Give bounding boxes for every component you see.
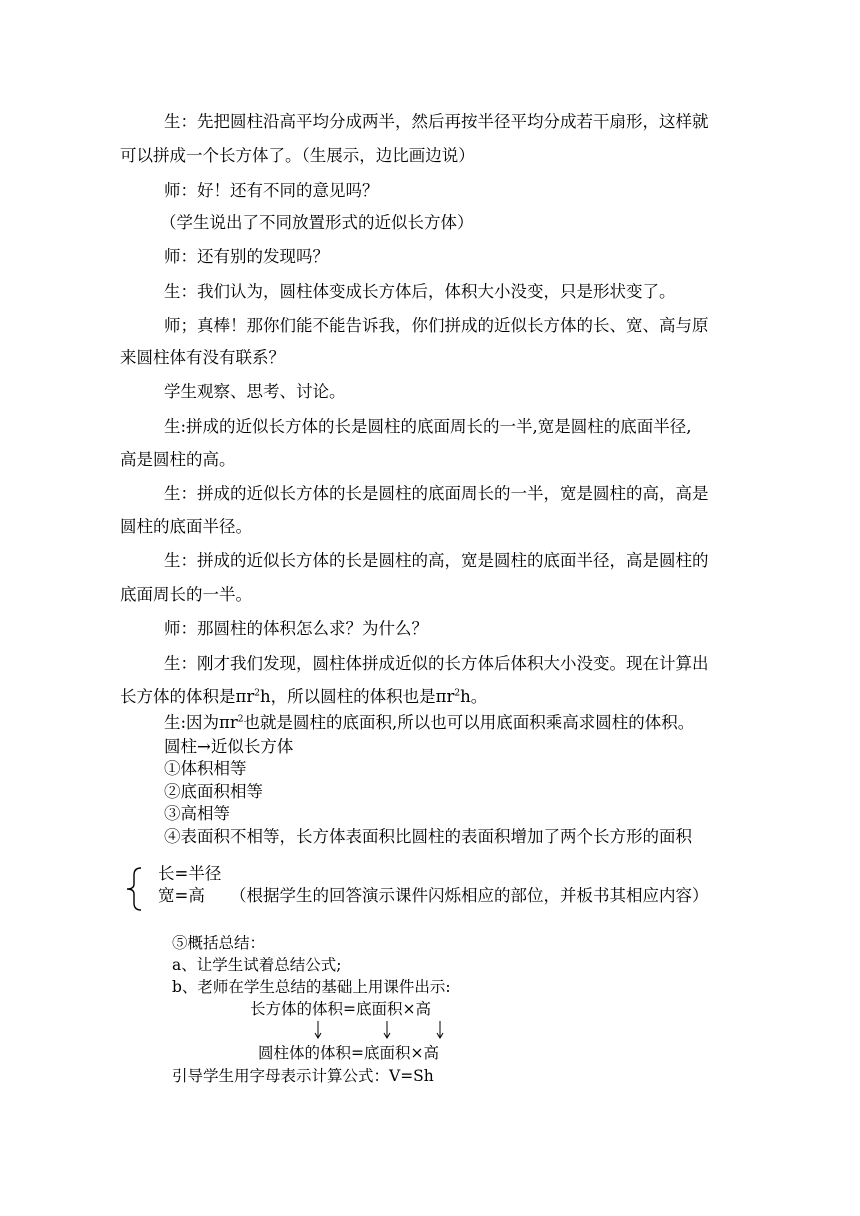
paragraph-line: 圆柱的底面半径。	[120, 517, 252, 536]
paragraph-line: 可以拼成一个长方体了。（生展示，边比画边说）	[120, 146, 475, 165]
text-segment: 也就是圆柱的底面积,所以也可以用底面积乘高求圆柱的体积。	[243, 713, 695, 732]
paragraph-line: 来圆柱体有没有联系？	[120, 348, 285, 367]
down-arrow-icon	[434, 1020, 446, 1040]
brace-line: 长=半径	[158, 864, 222, 883]
paragraph-line: 高是圆柱的高。	[120, 450, 236, 469]
comparison-heading: 圆柱→近似长方体	[164, 737, 294, 756]
comparison-item: ①体积相等	[164, 759, 247, 778]
text-segment: h，所以圆柱的体积也是πr	[259, 687, 455, 706]
paragraph-line: 师；真棒！那你们能不能告诉我，你们拼成的近似长方体的长、宽、高与原	[164, 316, 709, 335]
paragraph-line: 师：好！还有不同的意见吗？	[164, 181, 379, 200]
paragraph-line: 生:拼成的近似长方体的长是圆柱的底面周长的一半,宽是圆柱的底面半径,	[164, 417, 692, 436]
paragraph-line: 生：我们认为，圆柱体变成长方体后，体积大小没变，只是形状变了。	[164, 282, 676, 301]
summary-item: a、让学生试着总结公式;	[172, 956, 342, 974]
superscript: 2	[237, 714, 244, 725]
text-segment: 长方体的体积是πr	[120, 687, 255, 706]
text-segment: h。	[460, 687, 488, 706]
superscript: 2	[454, 688, 461, 699]
superscript: 2	[254, 688, 260, 699]
paragraph-line-with-formula	[164, 712, 694, 734]
paragraph-line: （学生说出了不同放置形式的近似长方体）	[160, 213, 474, 232]
paragraph-line: 学生观察、思考、讨论。	[164, 382, 346, 401]
comparison-item: ②底面积相等	[164, 782, 263, 801]
text-segment: 生:因为πr	[164, 713, 238, 732]
paragraph-line: 生：拼成的近似长方体的长是圆柱的底面周长的一半，宽是圆柱的高，高是	[164, 484, 709, 503]
formula-bottom: 圆柱体的体积=底面积×高	[258, 1044, 439, 1062]
paragraph-line-with-formula	[120, 686, 487, 708]
formula-top: 长方体的体积=底面积×高	[250, 1000, 431, 1018]
comparison-item: ④表面积不相等，长方体表面积比圆柱的表面积增加了两个长方形的面积	[164, 827, 692, 846]
brace-note: （根据学生的回答演示课件闪烁相应的部位，并板书其相应内容）	[230, 886, 709, 905]
left-curly-brace-icon	[122, 866, 144, 912]
paragraph-line: 师：那圆柱的体积怎么求？为什么？	[164, 619, 428, 638]
summary-item: b、老师在学生总结的基础上用课件出示:	[172, 978, 451, 996]
brace-line: 宽=高	[158, 886, 205, 905]
down-arrow-icon	[381, 1020, 393, 1040]
paragraph-line: 生：刚才我们发现，圆柱体拼成近似的长方体后体积大小没变。现在计算出	[164, 654, 709, 673]
final-formula: 引导学生用字母表示计算公式：V=Sh	[172, 1067, 434, 1085]
down-arrow-icon	[312, 1020, 324, 1040]
comparison-item: ③高相等	[164, 804, 230, 823]
summary-heading: ⑤概括总结：	[172, 934, 266, 952]
paragraph-line: 生：拼成的近似长方体的长是圆柱的高，宽是圆柱的底面半径，高是圆柱的	[164, 551, 709, 570]
paragraph-line: 底面周长的一半。	[120, 585, 252, 604]
paragraph-line: 生：先把圆柱沿高平均分成两半，然后再按半径平均分成若干扇形，这样就	[164, 112, 709, 131]
paragraph-line: 师：还有别的发现吗？	[164, 247, 329, 266]
